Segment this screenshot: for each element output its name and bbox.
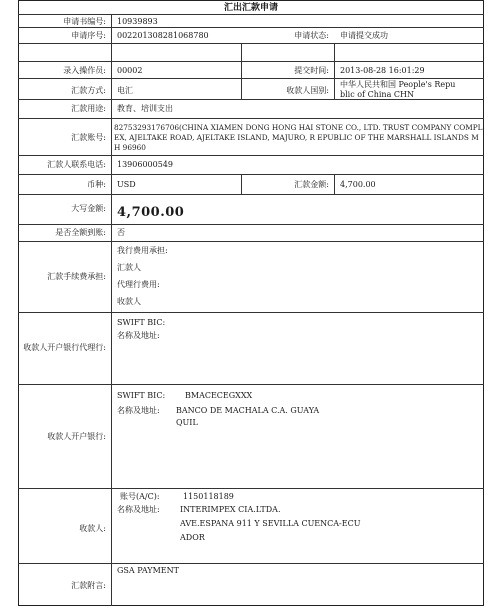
agent-fee-label: 代理行费用: — [117, 280, 160, 289]
method-label: 汇款方式: — [71, 86, 106, 95]
application-no-label: 申请书编号: — [63, 17, 106, 26]
payee-bank-label: 收款人开户银行: — [47, 432, 106, 441]
divider — [18, 488, 484, 489]
account-line: H 96960 — [114, 143, 146, 152]
currency-label: 币种: — [87, 180, 106, 189]
serial-no-value: 002201308281068780 — [117, 31, 209, 40]
payee-name-line: ADOR — [180, 533, 205, 542]
account-line: 82753293176706(CHINA XIAMEN DONG HONG HAI STONE CO., LTD. TRUST COMPANY COMPL — [114, 123, 483, 132]
payee-label: 收款人: — [79, 524, 106, 533]
payee-bank-name-line: BANCO DE MACHALA C.A. GUAYA — [176, 406, 320, 415]
purpose-label: 汇款用途: — [71, 104, 106, 113]
payee-bank-name-label: 名称及地址: — [117, 406, 160, 415]
divider — [18, 118, 484, 119]
status-value: 申请提交成功 — [340, 31, 388, 40]
purpose-value: 教育、培训支出 — [117, 104, 173, 113]
submit-time-label: 提交时间: — [294, 66, 329, 75]
divider — [18, 27, 484, 28]
domestic-fee-label: 我行费用承担: — [117, 246, 168, 255]
payee-bank-name-line: QUIL — [176, 418, 198, 427]
agent-swift-label: SWIFT BIC: — [117, 318, 166, 327]
divider — [18, 174, 484, 175]
full-arrival-label: 是否全额到账: — [55, 228, 106, 237]
payee-swift-label: SWIFT BIC: — [117, 391, 166, 400]
payee-name-line: INTERIMPEX CIA.LTDA. — [180, 505, 281, 514]
amount-words-label: 大写金额: — [71, 204, 106, 213]
divider — [18, 78, 484, 79]
divider — [18, 224, 484, 225]
account-label: 汇款账号: — [71, 133, 106, 142]
full-arrival-value: 否 — [117, 228, 125, 237]
divider — [334, 43, 335, 99]
operator-label: 录入操作员: — [63, 66, 106, 75]
operator-value: 00002 — [117, 66, 143, 75]
agent-fee-value: 收款人 — [117, 297, 141, 306]
remarks-label: 汇款附言: — [71, 581, 106, 590]
divider — [18, 563, 484, 564]
payee-swift-value: BMACECEGXXX — [185, 391, 253, 400]
payee-country-line: blic of China CHN — [340, 90, 414, 99]
form-title: 汇出汇款申请 — [223, 3, 278, 13]
remarks-value: GSA PAYMENT — [117, 566, 179, 575]
payee-name-line: AVE.ESPANA 911 Y SEVILLA CUENCA-ECU — [180, 519, 361, 528]
divider — [18, 14, 484, 15]
account-line: EX, AJELTAKE ROAD, AJELTAKE ISLAND, MAJURO, R EPUBLIC OF THE MARSHALL ISLANDS M — [114, 133, 479, 142]
divider — [18, 384, 484, 385]
agent-name-label: 名称及地址: — [117, 331, 160, 340]
currency-value: USD — [117, 180, 136, 189]
submit-time-value: 2013-08-28 16:01:29 — [340, 66, 425, 75]
amount-value: 4,700.00 — [340, 180, 376, 189]
amount-words-value: 4,700.00 — [117, 205, 185, 220]
application-no-value: 10939893 — [117, 17, 158, 26]
divider — [111, 14, 112, 606]
divider — [18, 155, 484, 156]
payee-country-line: 中华人民共和国 People's Repu — [340, 80, 456, 89]
divider — [334, 174, 335, 194]
payee-country-label: 收款人国别: — [286, 86, 329, 95]
status-label: 申请状态: — [294, 31, 329, 40]
domestic-fee-value: 汇款人 — [117, 263, 141, 272]
method-value: 电汇 — [117, 86, 133, 95]
fee-bearer-label: 汇款手续费承担: — [47, 272, 106, 281]
remitter-phone-label: 汇款人联系电话: — [47, 160, 106, 169]
divider — [18, 312, 484, 313]
agent-bank-label: 收款人开户银行代理行: — [23, 343, 106, 352]
divider — [18, 99, 484, 100]
payee-name-label: 名称及地址: — [117, 505, 160, 514]
divider — [18, 61, 484, 62]
divider — [18, 43, 484, 44]
divider — [18, 194, 484, 195]
divider — [18, 241, 484, 242]
amount-label: 汇款金额: — [294, 180, 329, 189]
remitter-phone-value: 13906000549 — [117, 160, 173, 169]
payee-account-value: 1150118189 — [183, 492, 234, 501]
serial-no-label: 申请序号: — [71, 31, 106, 40]
payee-account-label: 账号(A/C): — [120, 492, 160, 501]
